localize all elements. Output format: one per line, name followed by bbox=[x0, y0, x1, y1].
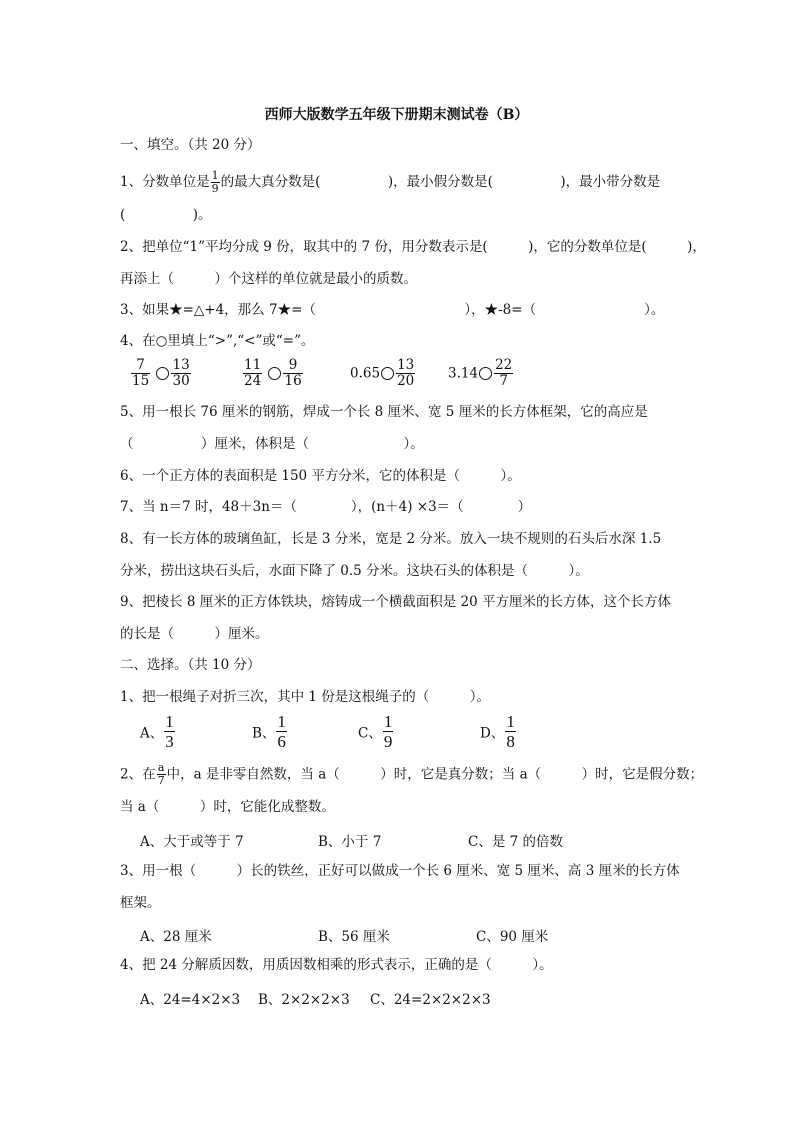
question-1-7: 7、当 n＝7 时，48＋3n＝（ ），(n＋4) ×3＝（ ） bbox=[120, 499, 532, 515]
compare-item-2 bbox=[242, 358, 304, 389]
compare-item-1 bbox=[130, 358, 192, 389]
compare-circle[interactable] bbox=[156, 367, 169, 380]
option-label: B、 bbox=[252, 725, 276, 742]
fraction bbox=[164, 712, 175, 751]
question-1-5-line2: （ ）厘米，体积是（ ）。 bbox=[120, 436, 424, 452]
fraction-numerator: 1 bbox=[165, 712, 174, 731]
q1-1-post: 的最大真分数是( )，最小假分数是( )，最小带分数是 bbox=[220, 174, 661, 190]
fraction-denominator: 20 bbox=[397, 373, 415, 389]
option-b[interactable] bbox=[252, 712, 288, 751]
question-1-8-line2: 分米，捞出这块石头后，水面下降了 0.5 分米。这块石头的体积是（ ）。 bbox=[120, 563, 589, 579]
option-c[interactable]: C、90 厘米 bbox=[476, 929, 549, 945]
page-title: 西师大版数学五年级下册期末测试卷（B） bbox=[264, 107, 529, 123]
question-1-9-line2: 的长是（ ）厘米。 bbox=[120, 626, 269, 642]
question-1-5-line1: 5、用一根长 76 厘米的钢筋，焊成一个长 8 厘米、宽 5 厘米的长方体框架，它的高应是 bbox=[120, 404, 648, 420]
fraction-denominator: 30 bbox=[172, 373, 190, 389]
compare-item-3 bbox=[350, 358, 416, 389]
q2-2-pre: 2、在 bbox=[120, 766, 156, 783]
option-a[interactable]: A、大于或等于 7 bbox=[140, 834, 244, 850]
fraction-numerator: 1 bbox=[277, 712, 286, 731]
fraction bbox=[494, 358, 513, 389]
fraction bbox=[383, 712, 394, 751]
section1-heading: 一、填空。（共 20 分） bbox=[120, 137, 261, 153]
option-a[interactable] bbox=[140, 712, 176, 751]
fraction-denominator: 9 bbox=[211, 182, 219, 195]
fraction bbox=[276, 712, 287, 751]
fraction-numerator: 9 bbox=[283, 358, 302, 374]
option-label: C、 bbox=[358, 725, 382, 742]
option-c[interactable]: C、24=2×2×2×3 bbox=[370, 992, 491, 1008]
fraction bbox=[243, 358, 262, 389]
question-1-9-line1: 9、把棱长 8 厘米的正方体铁块，熔铸成一个横截面积是 20 平方厘米的长方体，这个长方体 bbox=[120, 594, 672, 610]
question-1-1-line2: ( )。 bbox=[120, 207, 212, 223]
question-1-1 bbox=[120, 170, 660, 195]
question-2-2 bbox=[120, 762, 703, 787]
question-1-6: 6、一个正方体的表面积是 150 平方分米，它的体积是（ ）。 bbox=[120, 468, 521, 484]
option-label: D、 bbox=[480, 725, 505, 742]
fraction-denominator: 9 bbox=[383, 732, 393, 751]
option-a[interactable]: A、24=4×2×3 bbox=[140, 992, 241, 1008]
option-label: A、 bbox=[140, 725, 164, 742]
question-2-2-line2: 当 a（ ）时，它能化成整数。 bbox=[120, 799, 335, 815]
fraction-denominator: 24 bbox=[244, 373, 262, 389]
question-1-4: 4、在○里填上“>”,“<”或“=”。 bbox=[120, 333, 315, 349]
question-2-3-line1: 3、用一根（ ）长的铁丝，正好可以做成一个长 6 厘米、宽 5 厘米、高 3 厘米的长方体 bbox=[120, 863, 680, 879]
question-2-4: 4、把 24 分解质因数，用质因数相乘的形式表示，正确的是（ ）。 bbox=[120, 957, 553, 973]
compare-circle[interactable] bbox=[479, 367, 492, 380]
compare-circle[interactable] bbox=[381, 367, 394, 380]
fraction-numerator: 1 bbox=[506, 712, 515, 731]
compare-item-4 bbox=[448, 358, 514, 389]
compare-left-value: 3.14 bbox=[448, 365, 479, 382]
q2-2-post: 中，a 是非零自然数，当 a（ ）时，它是真分数；当 a（ ）时，它是假分数； bbox=[166, 766, 704, 783]
fraction bbox=[396, 358, 415, 389]
fraction bbox=[505, 712, 516, 751]
option-c[interactable] bbox=[358, 712, 394, 751]
fraction-numerator: 13 bbox=[172, 357, 190, 373]
fraction-denominator: 8 bbox=[506, 732, 515, 751]
fraction-denominator: 15 bbox=[132, 373, 150, 389]
fraction-numerator: 7 bbox=[131, 358, 150, 374]
fraction bbox=[131, 358, 150, 389]
fraction-denominator: 7 bbox=[157, 774, 165, 787]
question-2-3-line2: 框架。 bbox=[120, 895, 161, 911]
question-1-2-line2: 再添上（ ）个这样的单位就是最小的质数。 bbox=[120, 271, 417, 287]
option-b[interactable]: B、2×2×2×3 bbox=[258, 992, 350, 1008]
option-d[interactable] bbox=[480, 712, 517, 751]
question-1-8-line1: 8、有一长方体的玻璃鱼缸，长是 3 分米，宽是 2 分米。放入一块不规则的石头后水深 1.5 bbox=[120, 531, 662, 547]
fraction-numerator: 11 bbox=[244, 357, 262, 373]
fraction-numerator: 1 bbox=[211, 169, 219, 182]
option-a[interactable]: A、28 厘米 bbox=[140, 929, 212, 945]
fraction bbox=[171, 358, 190, 389]
option-b[interactable]: B、56 厘米 bbox=[318, 929, 390, 945]
fraction-numerator: a bbox=[157, 761, 165, 774]
fraction-numerator: 13 bbox=[397, 357, 415, 373]
fraction bbox=[283, 358, 302, 389]
compare-circle[interactable] bbox=[268, 367, 281, 380]
fraction bbox=[211, 170, 220, 195]
fraction-numerator: 1 bbox=[383, 712, 393, 731]
option-c[interactable]: C、是 7 的倍数 bbox=[468, 834, 564, 850]
fraction-denominator: 6 bbox=[277, 732, 286, 751]
fraction-numerator: 22 bbox=[495, 357, 513, 373]
question-1-3: 3、如果★=△+4，那么 7★=（ ），★-8=（ ）。 bbox=[120, 302, 665, 318]
fraction-denominator: 7 bbox=[499, 373, 508, 389]
fraction bbox=[157, 762, 166, 787]
option-b[interactable]: B、小于 7 bbox=[318, 834, 382, 850]
question-2-1: 1、把一根绳子对折三次，其中 1 份是这根绳子的（ ）。 bbox=[120, 689, 491, 705]
q1-1-pre: 1、分数单位是 bbox=[120, 174, 210, 190]
compare-left-value: 0.65 bbox=[350, 365, 381, 382]
section2-heading: 二、选择。（共 10 分） bbox=[120, 657, 261, 673]
fraction-denominator: 3 bbox=[165, 732, 174, 751]
question-1-2-line1: 2、把单位“1”平均分成 9 份，取其中的 7 份，用分数表示是( )，它的分数单位是( )， bbox=[120, 239, 706, 255]
fraction-denominator: 16 bbox=[284, 373, 302, 389]
